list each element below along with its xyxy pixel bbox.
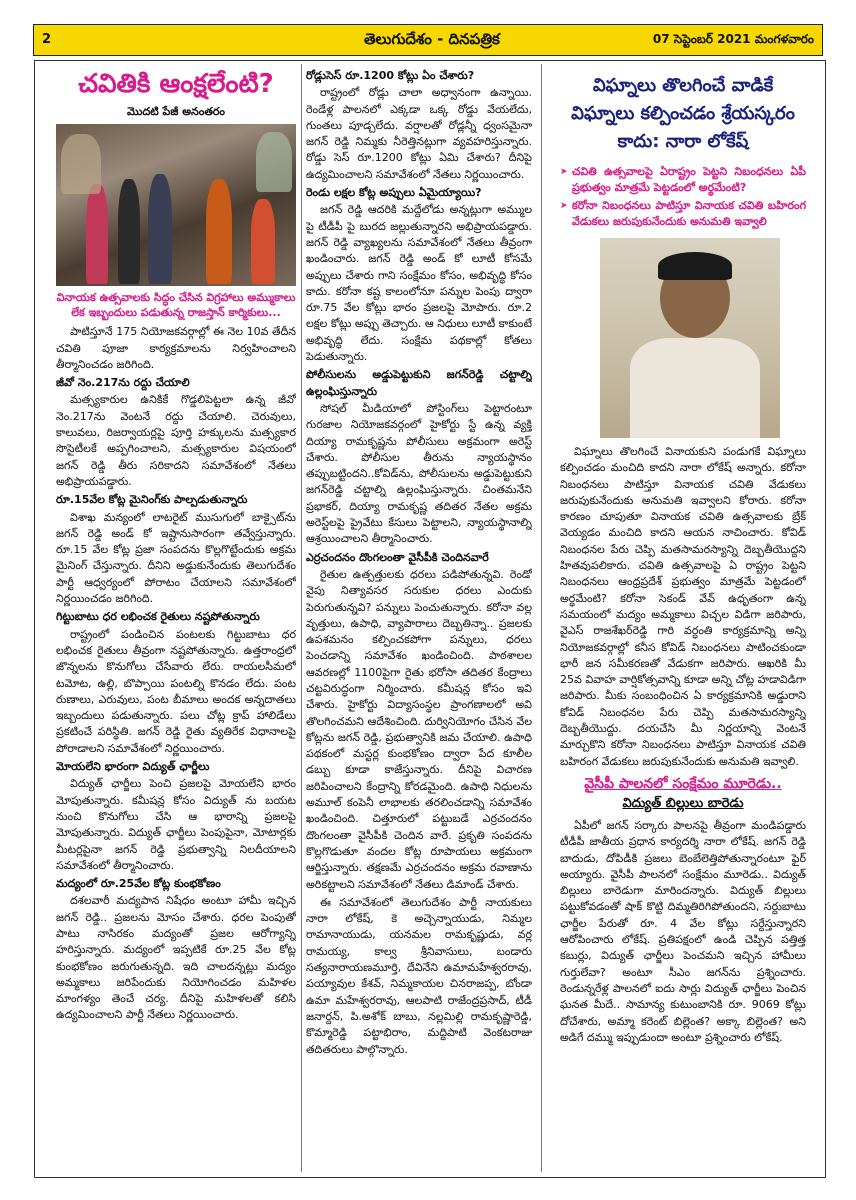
subheading: గిట్టుబాటు ధర లభించక రైతులు నష్టపోతున్నారు	[56, 610, 260, 624]
bullet-item: ➤ కరోనా నిబంధనలు పాటిస్తూ వినాయక చవితి బహిరంగ వేడుకలు జరుపుకునేందుకు అనుమతి ఇవ్వాలి	[560, 198, 806, 230]
paragraph: రాష్ట్రంలో పండించిన పంటలకు గిట్టుబాటు ధర లభించక రైతులు తీవ్రంగా నష్టపోతున్నారు. ఉత్తరాంధ్రలో జొన్నలను కొనుగోలు చేసేవారు లేరు. రాయలసీమలో టమోట, ఉల్లి, బొప్పాయి పంటల్ని కొనడం లేదు. పంట రుణాలు, ఎరువులు, పంట బీమాలు అందక అన్నదాతలు ఇబ్బందులు పడుతున్నారు. పలు చోట్ల క్రాప్ హాలిడేలు ప్రకటించే పరిస్థితి. జగన్ రెడ్డి రైతు వ్యతిరేక విధానాలపై పోరాడాలని సమావేశంలో నిర్ణయించారు.	[56, 627, 296, 755]
paragraph: సోషల్ మీడియాలో పోస్టింగ్‌లు పెట్టారంటూ గురజాల నియోజకవర్గంలో హైకోర్టు స్టే ఉన్న వ్యక్తి దియ్యా రామకృష్ణను పోలీసులు అక్రమంగా అరెస్ట్ చేశారు. పోలీసుల తీరును న్యాయస్థానం తప్పుబట్టిందని..కోవిడ్‌ను, పోలీసులను అడ్డుపెట్టుకుని జగన్‌రెడ్డి చట్టాల్ని ఉల్లంఘిస్తున్నారు. చింతమనేని ప్రభాకర్, దియ్యా రామకృష్ణ తదితర నేతల అక్రమ అరెస్ట్‌లపై ప్రైవేటు కేసులు పెట్టాలని, న్యాయస్థానాల్ని ఆశ్రయించాలని తీర్మానించారు.	[306, 401, 532, 546]
column-1	[56, 66, 296, 1174]
paragraph: పాటిస్తూనే 175 నియోజకవర్గాల్లో ఈ నెల 10వ తేదీన చవితి పూజా కార్యక్రమాలను నిర్వహించాలని తీర్మానించడం జరిగింది.	[56, 325, 296, 371]
column-divider	[301, 64, 302, 1172]
page-header	[33, 24, 823, 56]
headline-chavitiki: చవితికి ఆంక్షలేంటి?	[78, 69, 274, 99]
subheading: ఎర్రచందనం దొంగలంతా వైసీపీకి చెందినవారే	[306, 550, 489, 564]
bullet-item: ➤ చవితి ఉత్సవాలపై ఏరాష్ట్రం పెట్టని నిబంధనలు ఏపీ ప్రభుత్వం మాత్రమే పెట్టడంలో అర్థమేంటి?	[560, 164, 806, 196]
subheading: రెండు లక్షల కోట్ల అప్పులు ఏమైయ్యాయి?	[306, 186, 482, 200]
photo-caption: వినాయక ఉత్సవాలకు సిద్ధం చేసిన విగ్రహాలు అమ్ముకాలు లేక ఇబ్బందులు పడుతున్న రాజస్తాన్ కార్మికులు...	[56, 291, 296, 320]
paragraph: దశలవారీ మద్యపాన నిషేధం అంటూ హామీ ఇచ్చిన జగన్ రెడ్డి.. ప్రజలను మోసం చేశారు. ధరల పెంపుతో పాటు నాసిరకం మద్యంతో ప్రజల ఆరోగ్యాన్ని హరిస్తున్నారు. మద్యంలో ఇప్పటికే రూ.25 వేల కోట్ల కుంభకోణం జరుగుతున్నది. ఇది చాలదన్నట్లు మద్యం అమ్మకాలు జరిపేందుకు నియోగించడం మహిళల మాంగళ్యం తెంచే చర్య. దీనిపై మహిళలతో కలిసి ఉద్యమించాలని పార్టీ నేతలు నిర్ణయించారు.	[56, 894, 296, 1022]
subheadline-bills: విద్యుత్ బిల్లులు బారెడు	[622, 795, 744, 811]
paragraph: ఏపీలో జగన్ సర్కారు పాలనపై తీవ్రంగా మండిపడ్డారు టీడీపీ జాతీయ ప్రధాన కార్యదర్శి నారా లోకేష్. జగన్ రెడ్డి బాదుడు, దోపిడీకి ప్రజలు బెంబేలెత్తిపోతున్నారంటూ ఫైర్ అయ్యారు. వైసీపీ పాలనలో సంక్షేమం మూరెడు.. విద్యుత్ బిల్లులు బారెడుగా మారిందన్నారు. విద్యుత్ బిల్లులు పట్టుకోవడంతో షాక్ కొట్టి దిమ్మతిరిగిపోతుందని, సర్దుబాటు ఛార్జీల పేరుతో రూ. 4 వేల కోట్లు సర్దేస్తున్నారని ఆరోపించారు లోకేష్. ప్రతిపక్షంలో ఉండి చెప్పిన పత్తిత్త కబుర్లు, విద్యుత్ ఛార్జీలు పెంచమని ఇచ్చిన హామీలు గుర్తులేవా? అంటూ సీఎం జగన్‌ను ప్రశ్నించారు. రెండున్నరేళ్ల పాలనలో ఐదు సార్లు విద్యుత్ ఛార్జీలు పెంచిన ఘనత మీదే.. సామాన్య కుటుంబానికి రూ. 9069 కోట్లు దోచేశారు, అమ్మా కరెంట్ బిల్లెంత? అక్కా బిల్లెంత? అని అడిగే దమ్ము ఇప్పుడుందా అంటూ ప్రశ్నించారు లోకేష్.	[560, 818, 806, 1044]
subheading: రూ.15వేల కోట్ల మైనింగ్‌కు పాల్పడుతున్నారు	[56, 493, 248, 507]
subheading: మద్యంలో రూ.25వేల కోట్ల కుంభకోణం	[56, 877, 221, 891]
issue-date: 07 సెప్టెంబర్ 2021 మంగళవారం	[652, 32, 814, 46]
subheading: మోయలేని భారంగా విద్యుత్ ఛార్జీలు	[56, 760, 210, 774]
masthead: తెలుగుదేశం - దినపత్రిక	[364, 30, 500, 48]
headline-lokesh: విఘ్నాలు తొలగించే వాడికే విఘ్నాలు కల్పించడం శ్రేయస్కరం కాదు: నారా లోకేష్	[571, 75, 795, 152]
subheading: పోలీసులను అడ్డుపెట్టుకుని జగన్‌రెడ్డి చట్టాల్ని ఉల్లంఘిస్తున్నారు	[306, 368, 532, 398]
paragraph: మత్స్యకారుల ఉనికికే గొడ్డలిపెట్టలా ఉన్న జీవో నెం.217ను వెంటనే రద్దు చేయాలి. చెరువులు, కాలువలు, రిజర్వాయర్లపై పూర్తి హక్కులను మత్స్యకార సొసైటీలకే అప్పగించాలని, మత్స్యకారుల విషయంలో జగన్ రెడ్డి తీరు సరికాదని సమావేశంలో నేతలు అభిప్రాయపడ్డారు.	[56, 393, 296, 488]
paragraph: రాష్ట్రంలో రోడ్లు చాలా అధ్వానంగా ఉన్నాయి. రెండేళ్ల పాలనలో ఎక్కడా ఒక్క రోడ్డు వేయలేదు, గుంతలు పూడ్చలేదు. వర్షాలతో రోడ్లన్నీ ధ్వంసమైనా జగన్ రెడ్డి నిమ్మకు నీరెత్తినట్లుగా వ్యవహరిస్తున్నారు. రోడ్డు సెస్ రూ.1200 కోట్లు ఏమి చేశారు? దీనిపై ఉద్యమించాలని సమావేశంలో నేతలు నిర్ణయించారు.	[306, 86, 532, 181]
paragraph: విశాఖ మన్యంలో లాటరైట్ ముసుగులో బాక్సైట్‌ను జగన్ రెడ్డి అండ్ కో ఇష్టానుసారంగా తవ్వేస్తున్నారు. రూ.15 వేల కోట్ల ప్రజా సంపదను కొల్లగొట్టేందుకు అక్రమ మైనింగ్ చేస్తున్నారు. దీనిని అడ్డుకునేందుకు తెలుగుదేశం పార్టీ ఆధ్వర్యంలో పోరాటం చేయాలని సమావేశంలో నిర్ణయించడం జరిగింది.	[56, 510, 296, 606]
page-number: 2	[42, 32, 52, 47]
paragraph: జగన్ రెడ్డి ఆదరికి మద్దేలోడు అన్నట్లుగా అమ్ముల పై టీడీపీ పై బురద జల్లుతున్నారని అభిప్రాయపడ్డారు. జగన్ రెడ్డి వ్యాఖ్యలను సమావేశంలో నేతలు తీవ్రంగా ఖండించారు. జగన్ రెడ్డి అండ్ కో లూటీ కోసమే అప్పులు చేశారు గాని సంక్షేమం కోసం, అభివృద్ధి కోసం కాదు. కరోనా కష్ట కాలంలోనూ పన్నుల పెంపు ద్వారా రూ.75 వేల కోట్లు భారం ప్రజలపై మోపారు. రూ.2 లక్షల కోట్లు అప్పు తెచ్చారు. ఆ నిధులు లూటీ కాకుంటే అభివృద్ధి లేదు. సంక్షేమ పథకాల్లో కోతలు పెడుతున్నారు.	[306, 203, 532, 364]
column-3	[560, 66, 806, 1174]
paragraph: విఘ్నాలు తొలగించే వినాయకుని పండుగకే విఘ్నాలు కల్పించడం మంచిది కాదని నారా లోకేష్ అన్నారు. కరోనా నిబంధనలు పాటిస్తూ వినాయక చవితి వేడుకలు జరుపుకునేందుకు అనుమతి ఇవ్వాలని కోరారు. కరోనా కారణం చూపుతూ వినాయక చవితి ఉత్సవాలకు బ్రేక్ వెయ్యడం మంచిది కాదని ఆయన నాచించారు. కోవిడ్ నిబంధనల పేరు చెప్పి మతసామరస్యాన్ని దెబ్బతీయొద్దని హితవుపలికారు. చవితి ఉత్సవాలపై ఏ రాష్ట్రం పెట్టని నిబంధనలు ఆంధ్రప్రదేశ్ ప్రభుత్వం మాత్రమే పెట్టడంలో అర్థమేంటి? కరోనా సెకండ్ వేవ్ ఉధృతంగా ఉన్న సమయంలో మద్యం అమ్మకాలు విచ్చల విడిగా జరిపారు, వైఎస్ రాజశేఖర్‌రెడ్డి గారి వర్ధంతి కార్యక్రమాన్ని అన్ని నియోజకవర్గాల్లో కనీస కోవిడ్ నిబంధనలు పాటించకుండా భారీ జన సమీకరణతో వేడుకగా జరిపారు. ఆఖరికి మీ 25వ వివాహ వార్షికోత్సవాన్ని కూడా అన్ని చోట్ల హడావిడిగా జరిపారు. మీకు సంబంధించిన ఏ కార్యక్రమానికి అడ్డురాని కోవిడ్ నిబంధనల పేరు చెప్పి మతసామరస్యాన్ని దెబ్బతీయొద్దు. దయచేసి మీ నిర్ణయాన్ని వెంటనే మార్చుకొని కరోనా నిబంధనలు పాటిస్తూ వినాయక చవితి బహిరంగ వేడుకలు జరుపుకునేందుకు అనుమతి ఇవ్వాలి.	[560, 445, 806, 768]
paragraph: ఈ సమావేశంలో తెలుగుదేశం పార్టీ నాయకులు నారా లోకేష్, కె అచ్చెన్నాయుడు, నిమ్మల రామానాయుడు, యనమల రామకృష్ణుడు, వర్ల రామయ్య, కాల్వ శ్రీనివాసులు, బండారు సత్యనారాయణమూర్తి, దేవినేని ఉమామహేశ్వరరావు, పయ్యావుల కేశవ్, నిమ్మకాయల చినరాజప్ప, బోండా ఉమా మహేశ్వరరావు, ఆలపాటి రాజేంద్రప్రసాద్, టీడీ జనార్దన్, పి.అశోక్ బాబు, నల్లమిల్లి రామకృష్ణారెడ్డి, కొమ్మారెడ్డి పట్టాభిరాం, మద్దిపాటి వెంకటరాజు తదితరులు పాల్గొన్నారు.	[306, 895, 532, 1056]
paragraph: విద్యుత్ ఛార్జీలు పెంచి ప్రజలపై మోయలేని భారం మోపుతున్నారు. కమీషన్ల కోసం విద్యుత్ ను బయట నుంచి కొనుగోలు చేసి ఆ భారాన్ని ప్రజలపై మోపుతున్నారు. విద్యుత్ ఛార్జీలు పెంపుపైనా, మోటార్లకు మీటర్లపైనా జగన్ రెడ్డి ప్రభుత్వాన్ని నిలదీయాలని సమావేశంలో తీర్మానించారు.	[56, 777, 296, 872]
column-2	[306, 66, 532, 1174]
subheading: జీవో నెం.217ను రద్దు చేయాలి	[56, 376, 190, 390]
headline-welfare: వైసీపీ పాలనలో సంక్షేమం మూరెడు..	[584, 775, 782, 792]
highlight-bullets	[560, 164, 806, 230]
idol-workers-photo	[56, 124, 296, 286]
paragraph: రైతుల ఉత్పత్తులకు ధరలు పడిపోతున్నవి. రెండో వైపు నిత్యావసర సరుకుల ధరలు ఎందుకు పెరుగుతున్నవి? పన్నులు పెంచుతున్నారు. కరోనా వల్ల వృత్తులు, ఉపాధి, వ్యాపారాలు దెబ్బతిన్నా.. ప్రజలకు ఉపశమనం కల్పించకపోగా పన్నులు, ధరలు పెంచడాన్ని సమావేశం ఖండించింది. పాఠశాలల ఆవరణల్లో 1100పైగా రైతు భరోసా తదితర కేంద్రాలు చట్టవిరుద్ధంగా నిర్మించారు. కమీషన్ల కోసం ఇవి చేశారు. హైకోర్టు విద్యాసంస్థల ప్రాంగణాలలో అవి తొలగించమని ఆదేశించింది. దుర్వినియోగం చేసిన వేల కోట్లను జగన్ రెడ్డి, ప్రభుత్వానికి జమ చేయాలి. ఉపాధి పథకంలో మస్టర్ల కుంభకోణం ద్వారా పేద కూలీల డబ్బు కూడా కాజేస్తున్నారు. దీనిపై విచారణ జరిపించాలని కేంద్రాన్ని కోరడమైంది. ఉపాధి నిధులను అమూల్ కంపెనీ లాభాలకు తరలించడాన్ని సమావేశం ఖండించింది. చిత్తూరులో పట్టుబడే ఎర్రచందనం దొంగలంతా వైసీపీకి చెందిన వారే. ప్రకృతి సంపదను కొల్లగొడుతూ వందల కోట్ల రూపాయలు అక్రమంగా ఆర్జిస్తున్నారు. తక్షణమే ఎర్రచందనం అక్రమ రవాణాను అరికట్టాలని సమావేశంలో నేతలు డిమాండ్ చేశారు.	[306, 567, 532, 891]
lokesh-photo	[600, 238, 780, 438]
subheading: రోడ్లుసెస్ రూ.1200 కోట్లు ఏం చేశారు?	[306, 69, 475, 82]
continued-kicker: మొదటి పేజీ అనంతరం	[127, 105, 225, 118]
column-divider	[541, 64, 542, 1172]
